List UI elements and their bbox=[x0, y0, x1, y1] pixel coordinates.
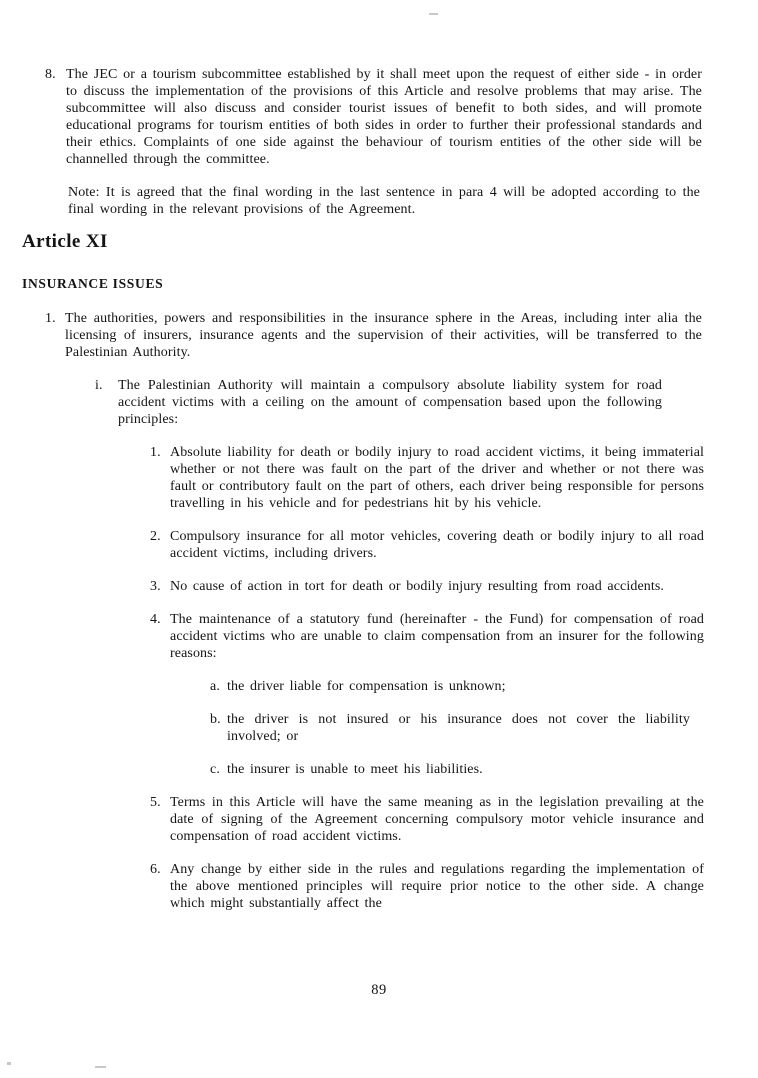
list-marker: b. bbox=[210, 712, 221, 727]
principle-3-text: No cause of action in tort for death or bodily injury resulting from road accidents. bbox=[170, 579, 664, 594]
list-marker: 3. bbox=[150, 579, 161, 594]
principle-1-text: Absolute liability for death or bodily injury to road accident victims, it being immaterial whether or not there was fault on the part of the driver and whether or not there was fault or contributory fault on the part of others, each driver being responsible for persons travelling in his vehicle and for pedestrians hit by his vehicle. bbox=[170, 445, 704, 511]
principle-3 bbox=[150, 578, 704, 595]
clause-i-text: The Palestinian Authority will maintain a compulsory absolute liability system for road accident victims with a ceiling on the amount of compensation based upon the following principles: bbox=[118, 378, 662, 427]
paragraph-8 bbox=[45, 66, 702, 168]
page-number: 89 bbox=[371, 982, 387, 998]
reason-b-text: the driver is not insured or his insurance does not cover the liability involved; or bbox=[227, 712, 690, 744]
reason-b bbox=[210, 711, 690, 745]
list-marker: 4. bbox=[150, 612, 161, 627]
list-marker: c. bbox=[210, 762, 220, 777]
section-title: INSURANCE ISSUES bbox=[22, 276, 164, 291]
list-marker: 5. bbox=[150, 795, 161, 810]
note-paragraph: Note: It is agreed that the final wording in the last sentence in para 4 will be adopted according to the final wording in the relevant provisions of the Agreement. bbox=[68, 185, 700, 217]
list-marker: 2. bbox=[150, 529, 161, 544]
principle-2 bbox=[150, 528, 704, 562]
principle-5 bbox=[150, 794, 704, 845]
list-marker: 8. bbox=[45, 67, 56, 82]
principle-5-text: Terms in this Article will have the same meaning as in the legislation prevailing at the date of signing of the Agreement concerning compulsory motor vehicle insurance and compensation of road accident victims. bbox=[170, 795, 704, 844]
principle-4-text: The maintenance of a statutory fund (hereinafter - the Fund) for compensation of road accident victims who are unable to claim compensation from an insurer for the following reasons: bbox=[170, 612, 704, 661]
principle-6 bbox=[150, 861, 704, 912]
reason-c-text: the insurer is unable to meet his liabilities. bbox=[227, 762, 483, 777]
reason-c bbox=[210, 761, 690, 778]
list-marker: 6. bbox=[150, 862, 161, 877]
principle-1 bbox=[150, 444, 704, 512]
principle-4 bbox=[150, 611, 704, 662]
paragraph-8-text: The JEC or a tourism subcommittee established by it shall meet upon the request of either side - in order to discuss the implementation of the provisions of this Article and resolve problems that may arise. The subcommittee will also discuss and consider tourist issues of benefit to both sides, and will promote educational programs for tourism entities of both sides in order to further their professional standards and their ethics. Complaints of one side against the behaviour of tourism entities of the other side will be channelled through the committee. bbox=[66, 67, 702, 167]
scan-artifact bbox=[95, 1066, 106, 1068]
list-marker: 1. bbox=[45, 311, 56, 326]
list-marker: 1. bbox=[150, 445, 161, 460]
clause-1 bbox=[45, 310, 702, 361]
scan-artifact bbox=[429, 13, 438, 15]
principle-2-text: Compulsory insurance for all motor vehicles, covering death or bodily injury to all road accident victims, including drivers. bbox=[170, 529, 704, 561]
list-marker: a. bbox=[210, 679, 220, 694]
reason-a bbox=[210, 678, 690, 695]
reason-a-text: the driver liable for compensation is unknown; bbox=[227, 679, 506, 694]
article-title: Article XI bbox=[22, 231, 108, 252]
clause-1-text: The authorities, powers and responsibilities in the insurance sphere in the Areas, including inter alia the licensing of insurers, insurance agents and the supervision of their activities, will be transferred to the Palestinian Authority. bbox=[65, 311, 702, 360]
clause-i bbox=[95, 377, 662, 428]
principle-6-text: Any change by either side in the rules and regulations regarding the implementation of the above mentioned principles will require prior notice to the other side. A change which might substantially affect the bbox=[170, 862, 704, 911]
scan-artifact bbox=[7, 1062, 11, 1065]
list-marker: i. bbox=[95, 378, 103, 393]
